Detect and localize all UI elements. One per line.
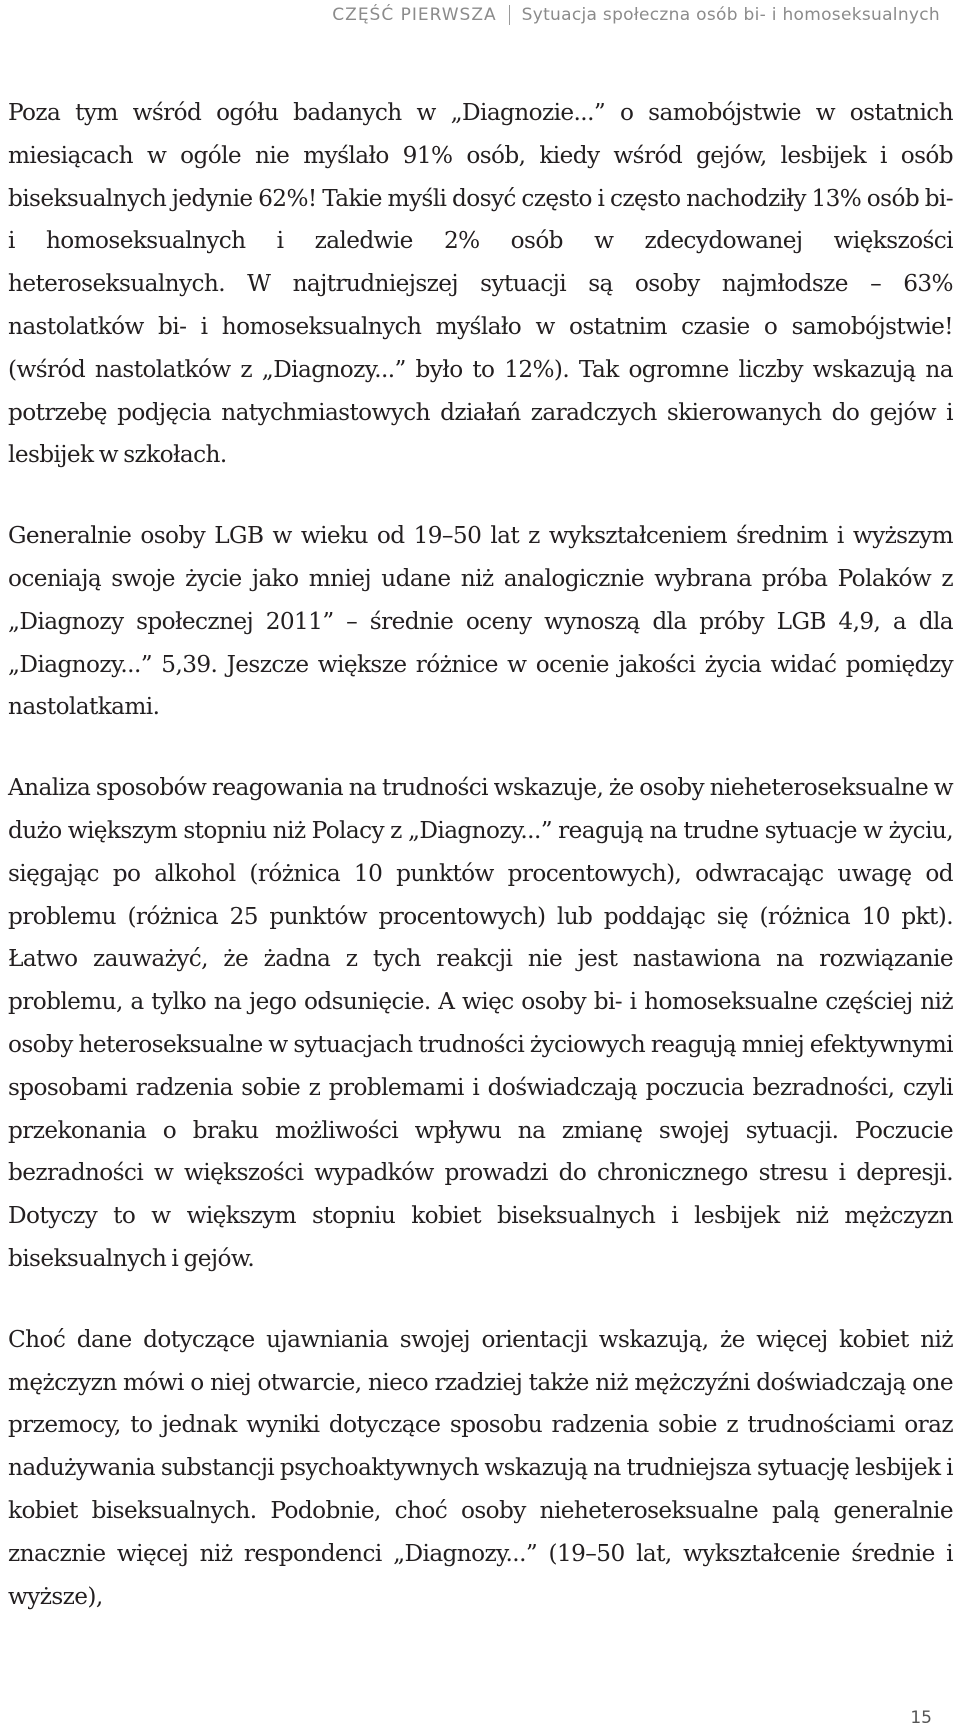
header-chapter-title: Sytuacja społeczna osób bi- i homoseksualnych (521, 5, 940, 25)
page-number: 15 (910, 1708, 932, 1728)
paragraph-suicide-statistics: Poza tym wśród ogółu badanych w „Diagnozie...” o samobójstwie w ostatnich miesiącach w ogóle nie myślało 91% osób, kiedy wśród gejów, lesbijek i osób biseksualnych jedynie 62%! Takie myśli dosyć często i często nachodziły 13% osób bi- i homoseksualnych i zaledwie 2% osób w zdecydowanej większości heteroseksualnych. W najtrudniejszej sytuacji są osoby najmłodsze – 63% nastolatków bi- i homoseksualnych myślało w ostatnim czasie o samobójstwie! (wśród nastolatków z „Diagnozy...” było to 12%). Tak ogromne liczby wskazują na potrzebę podjęcia natychmiastowych działań zaradczych skierowanych do gejów i lesbijek w szkołach. (8, 99, 953, 469)
paragraph-gender-differences: Choć dane dotyczące ujawniania swojej orientacji wskazują, że więcej kobiet niż mężczyzn mówi o niej otwarcie, nieco rzadziej także niż mężczyźni doświadczają one przemocy, to jednak wyniki dotyczące sposobu radzenia sobie z trudnościami oraz nadużywania substancji psychoaktywnych wskazują na trudniejsza sytuację lesbijek i kobiet biseksualnych. Podobnie, choć osoby nieheteroseksualne palą generalnie znacznie więcej niż respondenci „Diagnozy...” (19–50 lat, wykształcenie średnie i wyższe), (8, 1325, 953, 1610)
header-divider (509, 5, 510, 25)
header-section-label: CZĘŚĆ PIERWSZA (332, 5, 497, 25)
body-text (8, 92, 953, 1656)
running-header (332, 0, 940, 30)
paragraph-life-satisfaction: Generalnie osoby LGB w wieku od 19–50 lat z wykształceniem średnim i wyższym oceniają swoje życie jako mniej udane niż analogicznie wybrana próba Polaków z „Diagnozy społecznej 2011” – średnie oceny wynoszą dla próby LGB 4,9, a dla „Diagnozy...” 5,39. Jeszcze większe różnice w ocenie jakości życia widać pomiędzy nastolatkami. (8, 522, 953, 721)
paragraph-coping-strategies: Analiza sposobów reagowania na trudności wskazuje, że osoby nieheteroseksualne w dużo większym stopniu niż Polacy z „Diagnozy...” reagują na trudne sytuacje w życiu, sięgając po alkohol (różnica 10 punktów procentowych), odwracając uwagę od problemu (różnica 25 punktów procentowych) lub poddając się (różnica 10 pkt). Łatwo zauważyć, że żadna z tych reakcji nie jest nastawiona na rozwiązanie problemu, a tylko na jego odsunięcie. A więc osoby bi- i homoseksualne częściej niż osoby heteroseksualne w sytuacjach trudności życiowych reagują mniej efektywnymi sposobami radzenia sobie z problemami i doświadczają poczucia bezradności, czyli przekonania o braku możliwości wpływu na zmianę swojej sytuacji. Poczucie bezradności w większości wypadków prowadzi do chronicznego stresu i depresji. Dotyczy to w większym stopniu kobiet biseksualnych i lesbijek niż mężczyzn biseksualnych i gejów. (8, 774, 953, 1272)
